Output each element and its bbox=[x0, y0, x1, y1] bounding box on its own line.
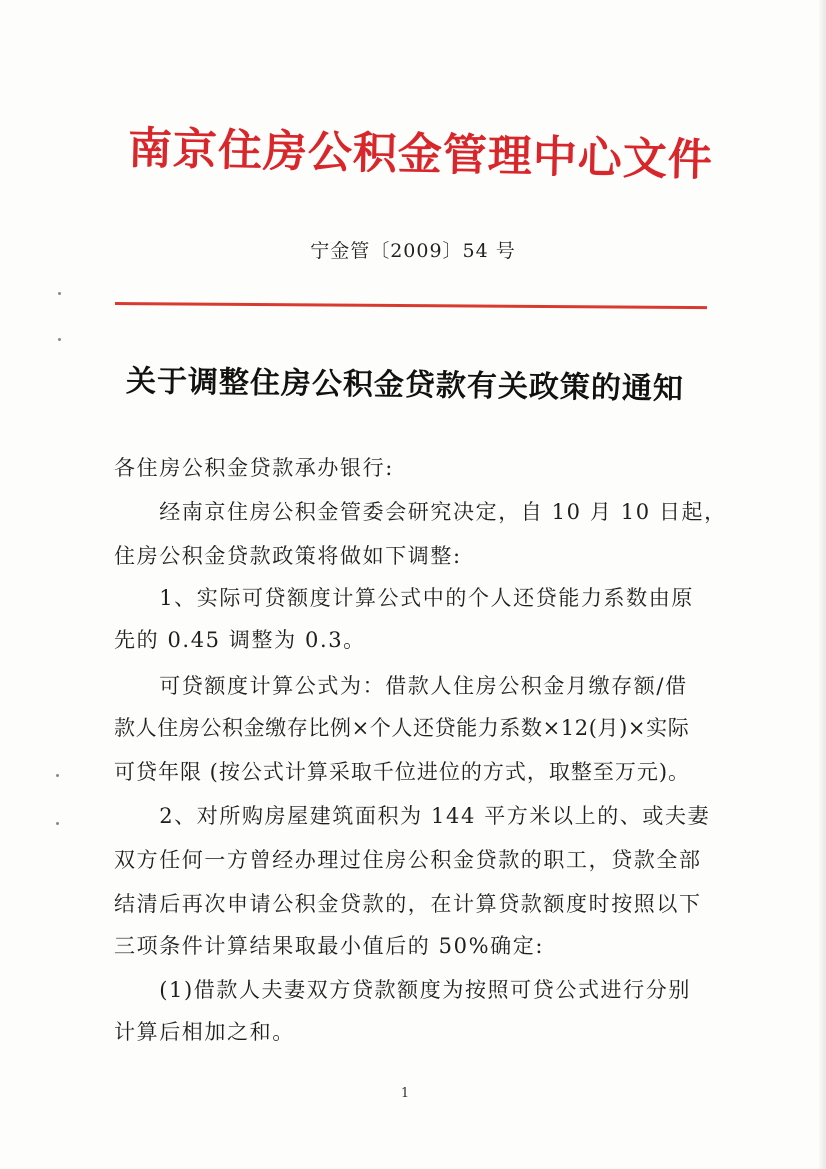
body-text-line: 可贷额度计算公式为：借款人住房公积金月缴存额/借 bbox=[114, 674, 688, 698]
body-text-line: 结清后再次申请公积金贷款的，在计算贷款额度时按照以下 bbox=[114, 892, 702, 916]
body-text-line: 款人住房公积金缴存比例×个人还贷能力系数×12(月)×实际 bbox=[114, 716, 690, 740]
binding-hole-mark bbox=[56, 774, 59, 777]
scan-edge-shadow bbox=[818, 0, 826, 1169]
body-text-line: 先的 0.45 调整为 0.3。 bbox=[114, 628, 366, 652]
document-number: 宁金管〔2009〕54 号 bbox=[310, 240, 516, 262]
body-text-line: 双方任何一方曾经办理过住房公积金贷款的职工，贷款全部 bbox=[114, 848, 702, 872]
page-number: 1 bbox=[400, 1086, 410, 1101]
body-text-line: 计算后相加之和。 bbox=[114, 1020, 295, 1044]
binding-hole-mark bbox=[58, 292, 61, 295]
body-text-line: 住房公积金贷款政策将做如下调整: bbox=[114, 544, 462, 568]
binding-hole-mark bbox=[58, 338, 61, 341]
notice-title: 关于调整住房公积金贷款有关政策的通知 bbox=[125, 364, 685, 407]
body-text-line: (1)借款人夫妻双方贷款额度为按照可贷公式进行分别 bbox=[114, 978, 691, 1002]
red-separator-line bbox=[115, 302, 707, 309]
body-text-line: 2、对所购房屋建筑面积为 144 平方米以上的、或夫妻 bbox=[114, 804, 711, 828]
body-text-line: 经南京住房公积金管委会研究决定，自 10 月 10 日起， bbox=[114, 500, 727, 524]
body-text-line: 各住房公积金贷款承办银行: bbox=[114, 456, 394, 480]
body-text-line: 可贷年限 (按公式计算采取千位进位的方式，取整至万元)。 bbox=[114, 760, 691, 784]
issuer-header-title: 南京住房公积金管理中心文件 bbox=[127, 123, 714, 187]
body-text-line: 1、实际可贷额度计算公式中的个人还贷能力系数由原 bbox=[114, 586, 694, 610]
body-text-line: 三项条件计算结果取最小值后的 50%确定: bbox=[114, 934, 545, 958]
binding-hole-mark bbox=[56, 822, 59, 825]
